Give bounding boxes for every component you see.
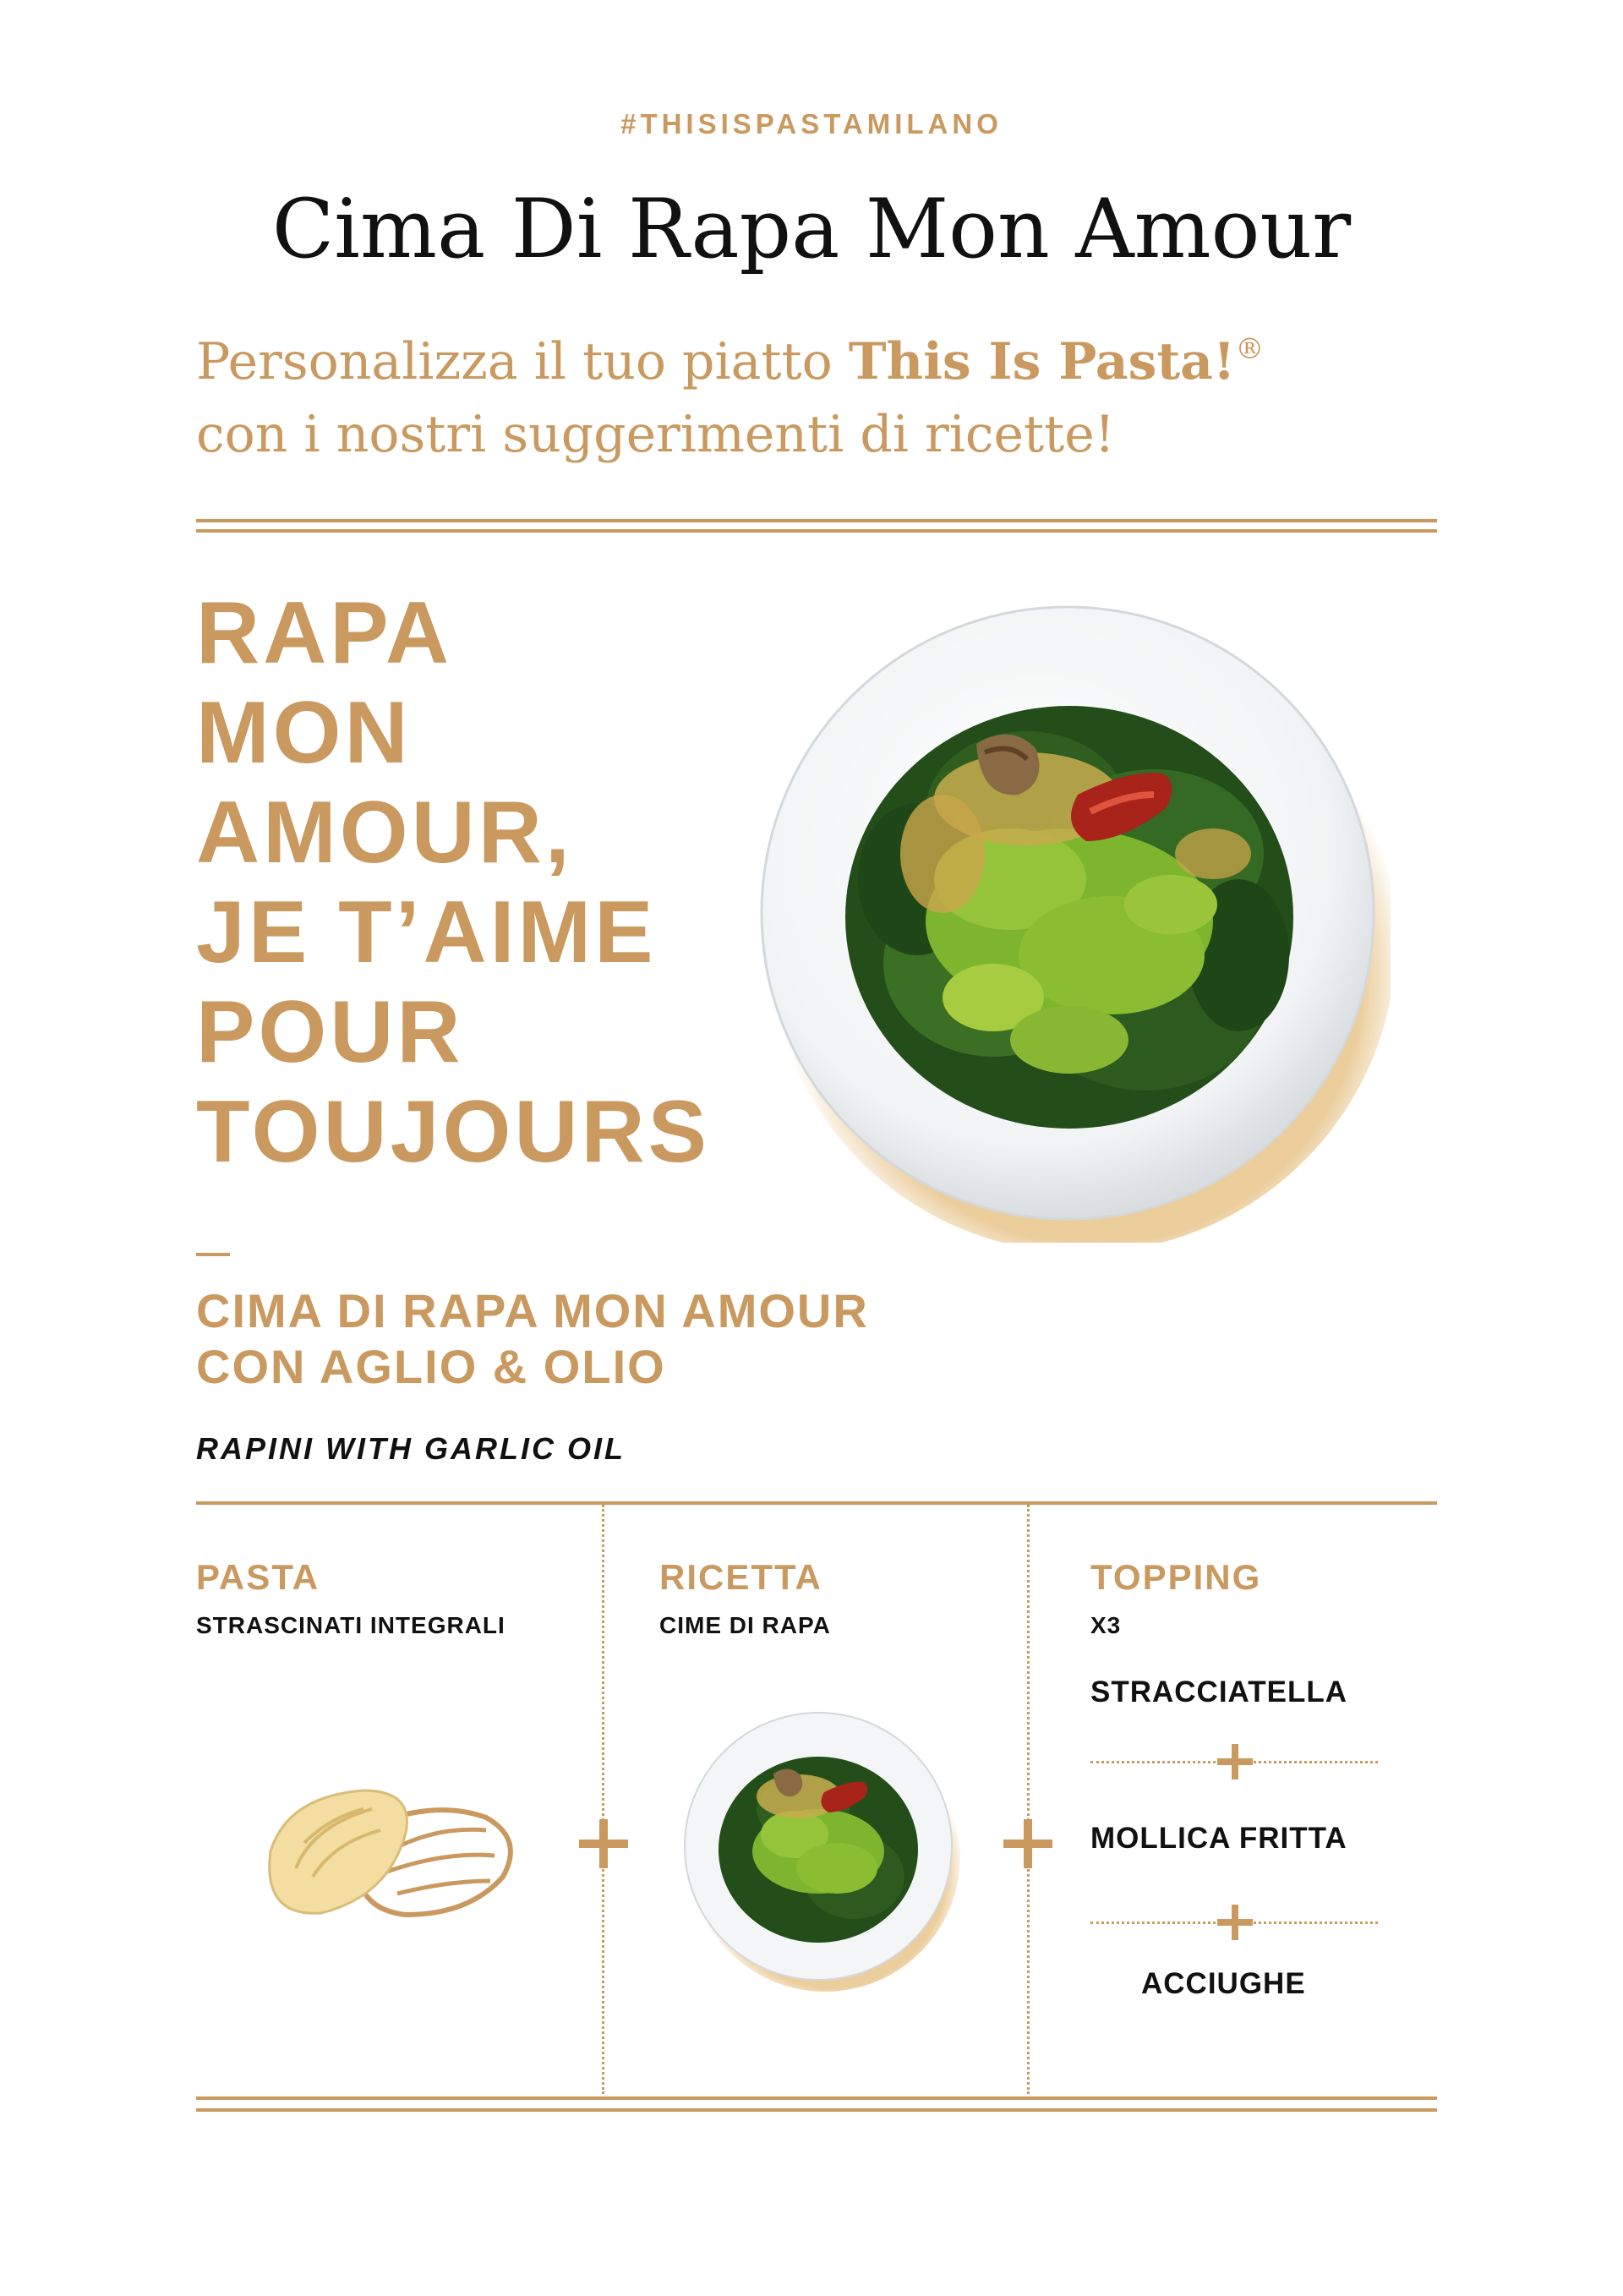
table-top-divider [196, 1501, 1437, 1505]
topping-count: X3 [1090, 1612, 1122, 1638]
column-divider-1 [602, 1505, 604, 2094]
bottom-divider-1 [196, 2096, 1437, 2100]
bottom-divider-2 [196, 2108, 1437, 2112]
headline-line: AMOUR, [196, 784, 573, 882]
dish-name-line1: CIMA DI RAPA MON AMOUR [196, 1284, 869, 1337]
top-divider-2 [196, 529, 1437, 533]
pasta-heading: PASTA [196, 1557, 320, 1597]
pasta-value: STRASCINATI INTEGRALI [196, 1612, 505, 1638]
plus-icon [579, 1819, 628, 1868]
accent-dash [196, 1253, 230, 1256]
subtitle-line2: con i nostri suggerimenti di ricette! [196, 405, 1115, 464]
plus-icon [1217, 1744, 1253, 1779]
page-title: Cima Di Rapa Mon Amour [271, 182, 1352, 276]
dish-photo-large [748, 600, 1391, 1243]
ricetta-value: CIME DI RAPA [659, 1612, 831, 1638]
headline-line: POUR [196, 983, 464, 1081]
hashtag: #THISISPASTAMILANO [620, 108, 1003, 139]
headline-line: RAPA [196, 584, 452, 682]
column-divider-2 [1027, 1505, 1030, 2094]
topping-item: MOLLICA FRITTA [1090, 1822, 1347, 1855]
plus-icon [1003, 1819, 1052, 1868]
headline-line: JE T’AIME [196, 883, 657, 981]
dish-name [196, 1283, 1126, 1395]
pasta-shape-icon [254, 1775, 541, 1927]
registered-mark: ® [1235, 332, 1265, 366]
plus-icon [1217, 1905, 1253, 1940]
ricetta-heading: RICETTA [659, 1557, 822, 1597]
dish-english-name: RAPINI WITH GARLIC OIL [196, 1431, 626, 1466]
dish-photo-small [676, 1708, 964, 1995]
subtitle [196, 313, 1464, 471]
top-divider-1 [196, 519, 1437, 522]
subtitle-line1: Personalizza il tuo piatto [196, 332, 849, 391]
headline-line: TOUJOURS [196, 1083, 710, 1181]
dish-name-line2: CON AGLIO & OLIO [196, 1340, 666, 1393]
headline [196, 583, 839, 1182]
brand-name: This Is Pasta! [848, 332, 1236, 391]
topping-item: ACCIUGHE [1141, 1967, 1306, 2000]
headline-line: MON [196, 684, 412, 782]
topping-item: STRACCIATELLA [1090, 1676, 1347, 1708]
topping-heading: TOPPING [1090, 1557, 1262, 1597]
